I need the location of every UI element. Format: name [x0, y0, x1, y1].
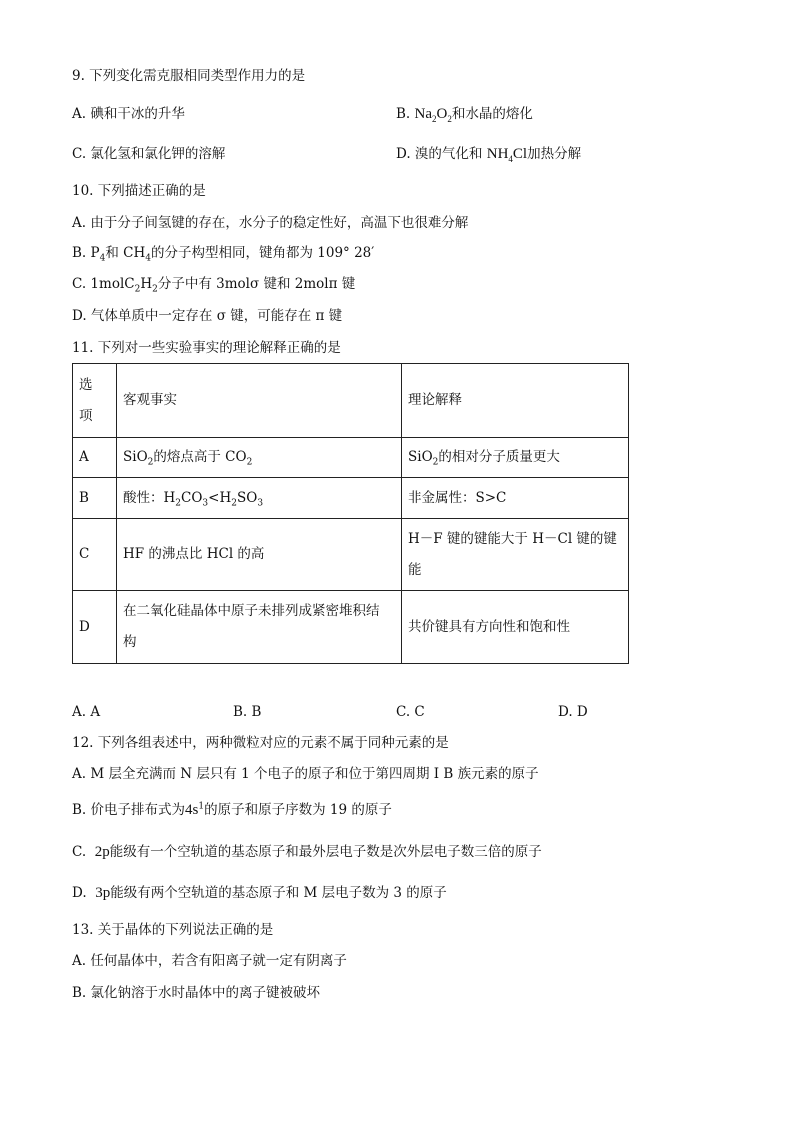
formula-part: 3p [95, 885, 111, 901]
subscript: 3 [202, 498, 209, 509]
text-part: SiO [408, 449, 433, 465]
q9-stem: 9. 下列变化需克服相同类型作用力的是 [72, 68, 306, 84]
table-row [73, 438, 629, 478]
text-part: <H [208, 489, 232, 506]
subscript: 2 [432, 457, 439, 468]
row-explanation [402, 519, 629, 591]
subscript: 3 [257, 498, 264, 509]
row-fact [117, 478, 402, 519]
q12-stem: 12. 下列各组表述中，两种微粒对应的元素不属于同种元素的是 [72, 735, 449, 751]
formula-part: 2p [94, 844, 110, 860]
formula-part: O [436, 106, 448, 122]
text-part: 的相对分子质量更大 [438, 449, 560, 465]
q10-option-c [72, 275, 355, 293]
subscript: 4 [145, 253, 151, 264]
row-option: C [73, 519, 117, 591]
table-row [73, 478, 629, 519]
q13-option-a: A. 任何晶体中，若含有阳离子就一定有阴离子 [72, 953, 347, 969]
text-part: C. [72, 844, 87, 860]
q11-choice-b: B. B [233, 704, 262, 720]
q10-option-a: A. 由于分子间氢键的存在，水分子的稳定性好，高温下也很难分解 [72, 215, 469, 231]
formula-part: NH [486, 146, 509, 162]
text-part: 能级有一个空轨道的基态原子和最外层电子数是次外层电子数三倍的原子 [109, 844, 542, 860]
q11-stem: 11. 下列对一些实验事实的理论解释正确的是 [72, 340, 341, 356]
subscript: 2 [152, 284, 158, 295]
row-option: B [73, 478, 117, 519]
text-part: 的熔点高于 CO [153, 449, 247, 465]
q10-option-d: D. 气体单质中一定存在 σ 键，可能存在 π 键 [72, 308, 343, 324]
q12-option-d [72, 884, 447, 902]
text-part: H [140, 276, 153, 292]
q12-option-c [72, 843, 542, 861]
subscript: 4 [508, 154, 513, 164]
row-fact: HF 的沸点比 HCl 的高 [117, 519, 402, 591]
subscript: 2 [432, 114, 437, 124]
text-part: C. 1molC [72, 276, 135, 292]
header-fact: 客观事实 [117, 364, 402, 438]
formula-part: Na [414, 106, 433, 122]
q11-choice-d: D. D [558, 704, 588, 720]
header-option [73, 364, 117, 438]
text-part: SiO [123, 449, 148, 465]
header-option-char: 项 [79, 407, 93, 424]
row-explanation: 共价键具有方向性和饱和性 [402, 591, 629, 664]
text-part: B. P [72, 245, 100, 261]
q13-stem: 13. 关于晶体的下列说法正确的是 [72, 922, 274, 938]
text-part: D. [72, 885, 87, 901]
subscript: 4 [99, 253, 106, 264]
subscript: 2 [147, 457, 154, 468]
text-part: SO [236, 489, 258, 506]
table-header-row [73, 364, 629, 438]
q10-stem: 10. 下列描述正确的是 [72, 183, 206, 199]
row-fact [117, 591, 402, 664]
q13-option-b: B. 氯化钠溶于水时晶体中的离子键被破坏 [72, 985, 321, 1001]
text-part: 在二氧化硅晶体中原子未排列成紧密堆积结 [123, 603, 380, 619]
q12-option-a: A. M 层全充满而 N 层只有 1 个电子的原子和位于第四周期 Ⅰ B 族元素的原子 [72, 766, 539, 782]
q9-option-c: C. 氯化氢和氯化钾的溶解 [72, 146, 226, 162]
q9-option-d-text: 加热分解 [527, 146, 582, 162]
table-row [73, 519, 629, 591]
text-part: 构 [123, 634, 137, 650]
q9-option-d [396, 145, 581, 163]
header-option-char: 选 [79, 376, 93, 393]
text-part: 的分子构型相同，键角都为 109° 28′ [150, 245, 375, 261]
q9-option-a: A. 碘和干冰的升华 [72, 106, 185, 122]
q11-table [72, 363, 629, 664]
row-explanation: 非金属性：S>C [402, 478, 629, 519]
subscript: 2 [246, 457, 253, 468]
subscript: 2 [447, 114, 452, 124]
q11-choice-a: A. A [72, 704, 101, 720]
row-fact [117, 438, 402, 478]
q12-option-b [72, 801, 392, 819]
row-option: A [73, 438, 117, 478]
text-part: 酸性：H [123, 489, 176, 506]
subscript: 2 [134, 284, 141, 295]
table-row [73, 591, 629, 664]
text-part: 能 [408, 561, 422, 578]
formula-part: Cl [512, 146, 528, 162]
superscript: 1 [198, 801, 205, 812]
row-option: D [73, 591, 117, 664]
text-part: CO [181, 489, 203, 506]
q9-option-b-formula [415, 106, 452, 122]
row-explanation [402, 438, 629, 478]
subscript: 2 [231, 498, 237, 509]
header-explanation: 理论解释 [402, 364, 629, 438]
text-part: H－F 键的键能大于 H－Cl 键的键 [408, 530, 617, 547]
subscript: 2 [175, 498, 182, 509]
text-part: B. 价电子排布式为 [72, 802, 186, 818]
text-part: 分子中有 3molσ 键和 2molπ 键 [157, 276, 356, 292]
q9-option-d-formula [487, 146, 527, 162]
q9-option-b [396, 105, 533, 123]
q9-option-b-label: B. [396, 106, 411, 122]
q9-option-d-label: D. 溴的气化和 [396, 146, 483, 162]
text-part: 和 CH [105, 245, 146, 261]
q11-choice-c: C. C [396, 704, 425, 720]
text-part: 能级有两个空轨道的基态原子和 M 层电子数为 3 的原子 [110, 885, 447, 901]
q10-option-b [72, 244, 374, 262]
q9-option-b-text: 和水晶的熔化 [451, 106, 533, 122]
text-part: 的原子和原子序数为 19 的原子 [204, 802, 392, 818]
formula-part: 4s [185, 802, 199, 818]
